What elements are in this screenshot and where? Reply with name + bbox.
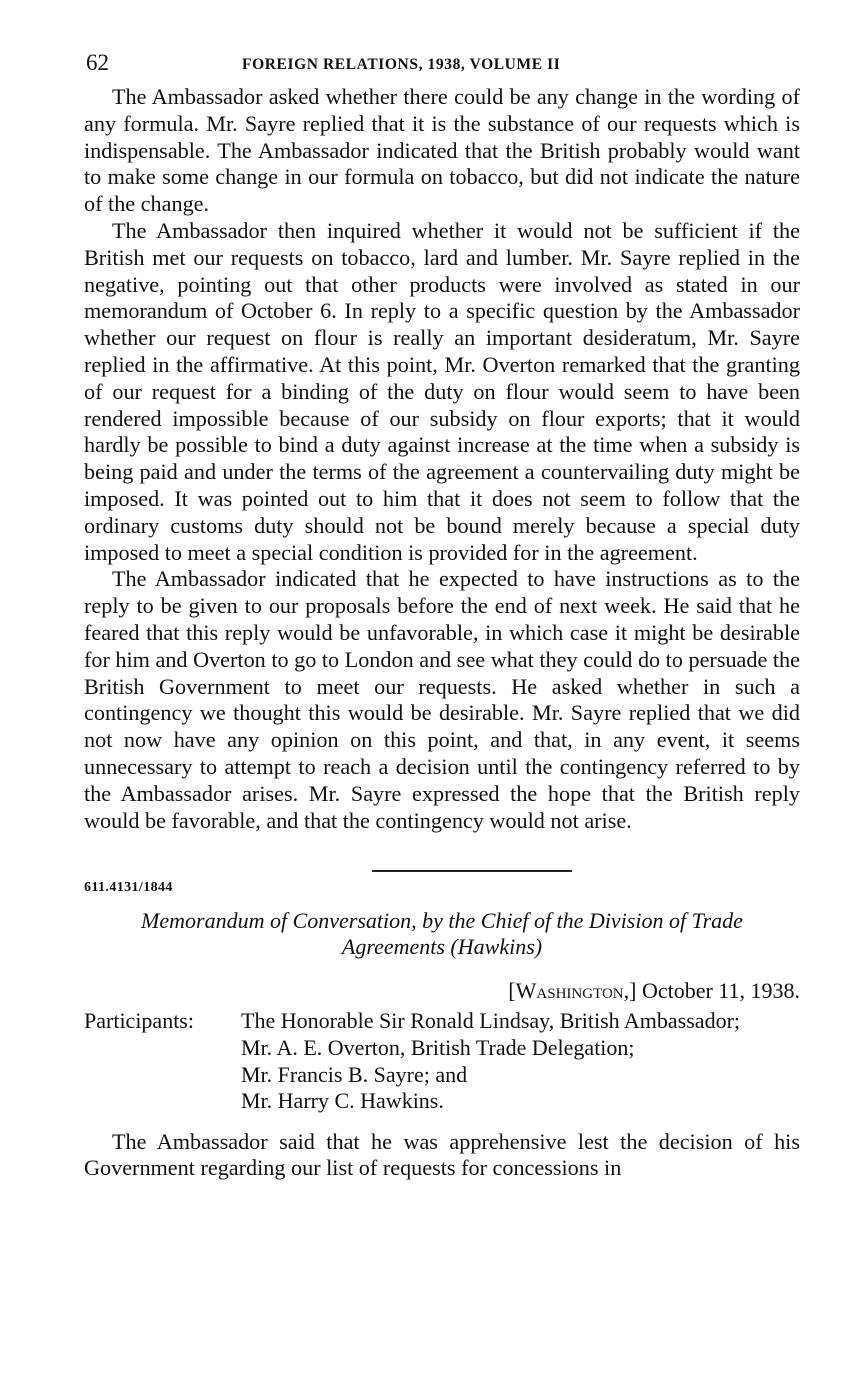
participant-item: Mr. Francis B. Sayre; and: [241, 1061, 468, 1087]
body-paragraph: The Ambassador then inquired whether it would not be sufficient if the British met our requests on tobacco, lard and lumber. Mr. Sayre replied in the negative, pointing out that other products were involved as stated in our memorandum of October 6. In reply to a specific question by the Ambassador whether our request on flour is really an important desideratum, Mr. Sayre replied in the affirmative. At this point, Mr. Overton remarked that the granting of our request for a binding of the duty on flour would seem to have been rendered impossible because of our subsidy on flour exports; that it would hardly be possible to bind a duty against increase at the time when a subsidy is being paid and under the terms of the agreement a countervailing duty might be imposed. It was pointed out to him that it does not seem to follow that the ordinary customs duty should not be bound merely because a special duty imposed to meet a special condition is provided for in the agreement.: [84, 217, 800, 565]
participants-list: [241, 1008, 800, 1114]
page-header: [84, 46, 800, 84]
dateline: [84, 978, 800, 1004]
running-head: FOREIGN RELATIONS, 1938, VOLUME II: [242, 56, 561, 73]
body-paragraph: The Ambassador indicated that he expected to have instructions as to the reply to be given to our proposals before the end of next week. He said that he feared that this reply would be unfavorable, in which case it might be desirable for him and Overton to go to London and see what they could do to persuade the British Government to meet our requests. He asked whether in such a contingency we thought this would be desirable. Mr. Sayre replied that we did not now have any opinion on this point, and that, in any event, it seems unnecessary to attempt to reach a decision until the contingency referred to by the Ambassador arises. Mr. Sayre expressed the hope that the British reply would be favorable, and that the contingency would not arise.: [84, 566, 800, 833]
participant-item: Mr. A. E. Overton, British Trade Delegation;: [241, 1034, 635, 1060]
dateline-date: October 11, 1938.: [641, 978, 800, 1004]
body-paragraph: The Ambassador asked whether there could be any change in the wording of any formula. Mr. Sayre replied that it is the substance of our requests which is indispensable. The Ambassador indicated that the British probably would want to make some change in our formula on tobacco, but did not indicate the nature of the change.: [84, 84, 800, 217]
participant-item: Mr. Harry C. Hawkins.: [241, 1088, 444, 1114]
participants-block: [84, 1008, 800, 1114]
file-number: 611.4131/1844: [84, 880, 173, 896]
body-paragraph: The Ambassador said that he was apprehensive lest the decision of his Government regarding our list of requests for concessions in: [84, 1128, 800, 1181]
memorandum-title: [84, 908, 800, 960]
document-page: [84, 46, 800, 1182]
page-number: 62: [86, 50, 109, 75]
dateline-place: [Washington,]: [508, 978, 637, 1004]
memorandum-title-line-2: Agreements (Hawkins): [341, 934, 543, 960]
section-divider: [372, 870, 572, 872]
participants-label: Participants:: [84, 1008, 194, 1034]
participant-item: The Honorable Sir Ronald Lindsay, British Ambassador;: [241, 1008, 741, 1034]
memorandum-title-line-1: Memorandum of Conversation, by the Chief of the Division of Trade: [141, 908, 743, 934]
